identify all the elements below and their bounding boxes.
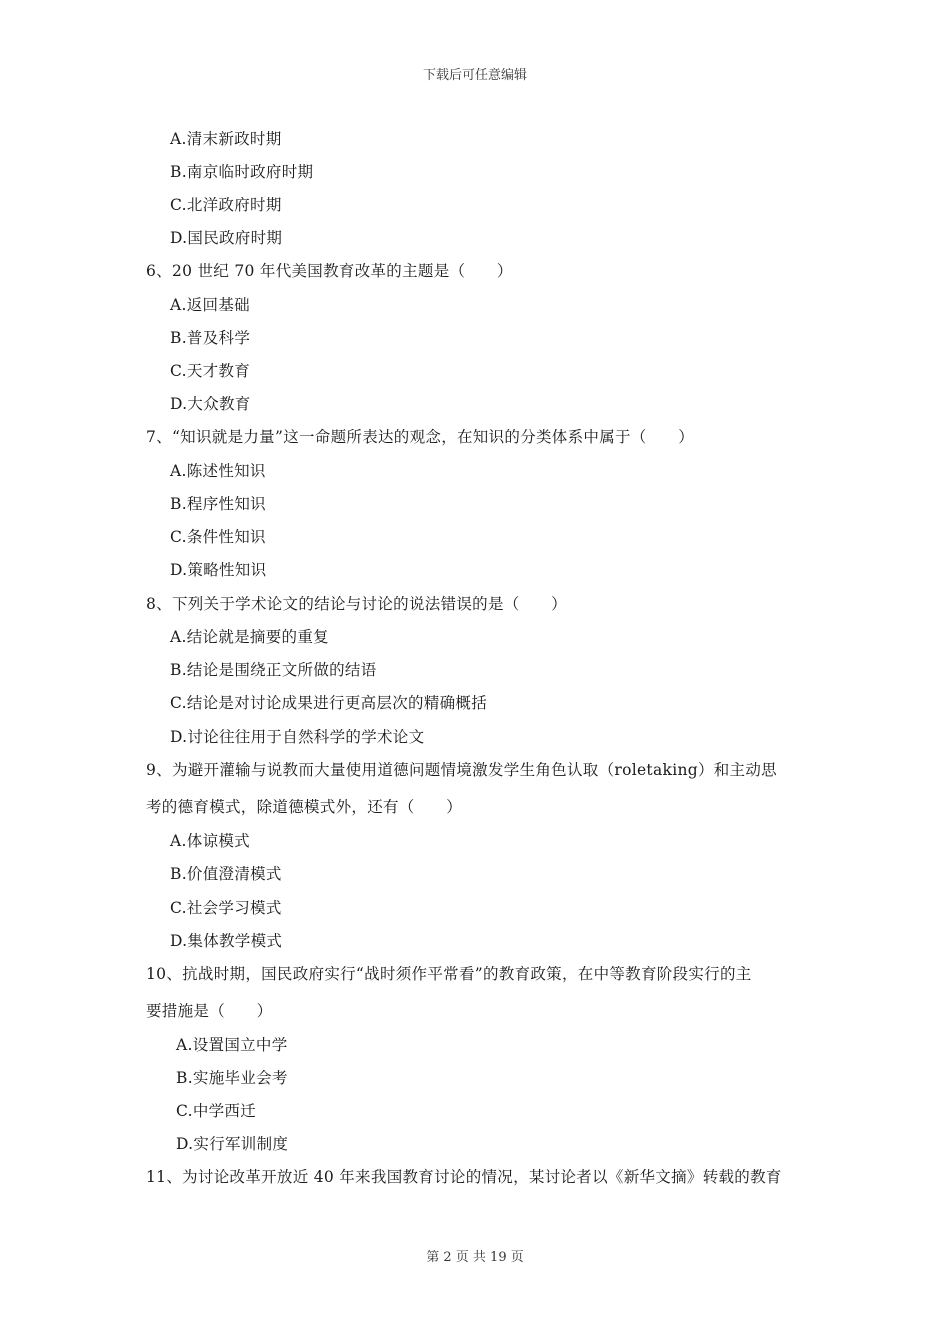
- question-text: 要措施是（ ）: [146, 1002, 273, 1020]
- answer-option: D.大众教育: [170, 395, 251, 413]
- page-header: 下载后可任意编辑: [422, 68, 527, 83]
- answer-option: C.北洋政府时期: [170, 196, 282, 214]
- answer-option: C.条件性知识: [170, 528, 266, 546]
- answer-option: D.讨论往往用于自然科学的学术论文: [170, 728, 425, 746]
- answer-option: A.设置国立中学: [176, 1036, 288, 1054]
- question-text: 9、为避开灌输与说教而大量使用道德问题情境激发学生角色认取（roletaking）和主动思: [146, 761, 777, 779]
- answer-option: A.返回基础: [170, 296, 250, 314]
- page-footer: 第 2 页 共 19 页: [426, 1250, 524, 1265]
- question-text: 11、为讨论改革开放近 40 年来我国教育讨论的情况，某讨论者以《新华文摘》转载的教育: [146, 1168, 782, 1186]
- answer-option: B.程序性知识: [170, 495, 266, 513]
- answer-option: A.体谅模式: [170, 832, 250, 850]
- answer-option: D.集体教学模式: [170, 932, 283, 950]
- question-text: 考的德育模式，除道德模式外，还有（ ）: [146, 798, 463, 816]
- answer-option: C.结论是对讨论成果进行更高层次的精确概括: [170, 694, 488, 712]
- answer-option: B.南京临时政府时期: [170, 163, 314, 181]
- answer-option: D.实行军训制度: [176, 1135, 289, 1153]
- answer-option: A.清末新政时期: [170, 130, 282, 148]
- answer-option: A.结论就是摘要的重复: [170, 628, 329, 646]
- answer-option: B.结论是围绕正文所做的结语: [170, 661, 377, 679]
- question-text: 10、抗战时期，国民政府实行“战时须作平常看”的教育政策，在中等教育阶段实行的主: [146, 965, 752, 983]
- question-text: 7、“知识就是力量”这一命题所表达的观念，在知识的分类体系中属于（ ）: [146, 428, 695, 446]
- answer-option: A.陈述性知识: [170, 462, 266, 480]
- question-text: 8、下列关于学术论文的结论与讨论的说法错误的是（ ）: [146, 595, 567, 613]
- answer-option: D.策略性知识: [170, 561, 267, 579]
- answer-option: C.天才教育: [170, 362, 251, 380]
- answer-option: C.社会学习模式: [170, 899, 282, 917]
- answer-option: B.普及科学: [170, 329, 251, 347]
- question-text: 6、20 世纪 70 年代美国教育改革的主题是（ ）: [146, 262, 513, 280]
- answer-option: C.中学西迁: [176, 1102, 257, 1120]
- answer-option: B.实施毕业会考: [176, 1069, 288, 1087]
- answer-option: B.价值澄清模式: [170, 865, 282, 883]
- answer-option: D.国民政府时期: [170, 229, 283, 247]
